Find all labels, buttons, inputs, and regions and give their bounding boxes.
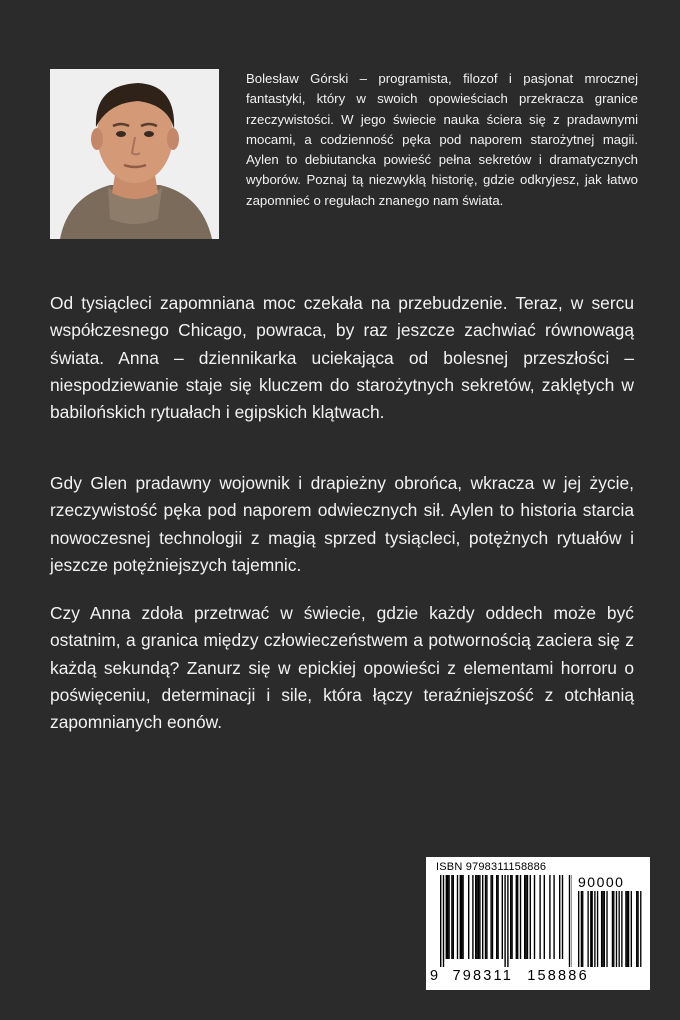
barcode-bar	[525, 875, 526, 959]
barcode-bar	[628, 891, 629, 967]
barcode-bar	[524, 875, 525, 959]
barcode-bar	[490, 875, 491, 959]
barcode-bar	[504, 875, 505, 967]
barcode-bar	[625, 891, 626, 967]
barcode-bar	[606, 891, 607, 967]
barcode-digits-left: 798311	[452, 968, 514, 984]
barcode-bar	[502, 875, 503, 959]
ean13-barcode-bars	[430, 875, 572, 967]
barcode-bar	[594, 891, 595, 967]
barcode-bar	[478, 875, 479, 959]
barcode-bar	[559, 875, 560, 959]
isbn-label: ISBN 9798311158886	[436, 861, 547, 873]
barcode-bar	[497, 875, 498, 959]
barcode-bar	[604, 891, 605, 967]
barcode-bar	[562, 875, 563, 959]
barcode-bar	[530, 875, 531, 959]
barcode-bar	[510, 875, 511, 959]
barcode-bar	[581, 891, 582, 967]
barcode-bar	[553, 875, 554, 959]
barcode-bar	[460, 875, 461, 959]
barcode-addon-digits: 90000	[578, 874, 625, 890]
barcode-bar	[461, 875, 462, 959]
isbn-barcode	[426, 857, 650, 990]
barcode-bar	[476, 875, 477, 959]
barcode-bar	[496, 875, 497, 959]
barcode-bar	[587, 891, 588, 967]
blurb-paragraph-3: Czy Anna zdoła przetrwać w świecie, gdzie każdy oddech może być ostatnim, a granica między człowieczeństwem a potwornością zaciera się z każdą sekundą? Zanurz się w epickiej opowieści z elementami horroru o poświęceniu, determinacji i sile, która łączy teraźniejszość z otchłanią zapomnianych eonów.	[50, 603, 634, 733]
ean5-addon-bars	[576, 891, 644, 967]
barcode-digit-first: 9	[430, 968, 441, 984]
barcode-bar	[486, 875, 487, 959]
barcode-bar	[592, 891, 593, 967]
barcode-bar	[582, 891, 583, 967]
barcode-digits	[430, 968, 589, 984]
barcode-bar	[640, 891, 641, 967]
barcode-bar	[613, 891, 614, 967]
barcode-bar	[516, 875, 517, 959]
barcode-bar	[479, 875, 480, 959]
barcode-bar	[637, 891, 638, 967]
barcode-bar	[457, 875, 458, 959]
barcode-bar	[485, 875, 486, 959]
barcode-bar	[446, 875, 447, 959]
barcode-bar	[619, 891, 620, 967]
barcode-bar	[472, 875, 473, 959]
barcode-bar	[475, 875, 476, 959]
author-bio: Bolesław Górski – programista, filozof i pasjonat mrocznej fantastyki, który w swoich opowieściach przekracza granice rzeczywistości. W jego świecie nauka ściera się z pradawnymi mocami, a codzienność pęka pod naporem starożytnej magii. Aylen to debiutancka powieść pełna sekretów i dramatycznych wyborów. Poznaj tą niezwykłą historię, gdzie odkryjesz, jak łatwo zapomnieć o regułach znanego nam świata.	[246, 71, 638, 208]
barcode-bar	[544, 875, 545, 959]
barcode-bar	[602, 891, 603, 967]
barcode-bar	[517, 875, 518, 959]
barcode-bar	[448, 875, 449, 959]
barcode-bar	[507, 875, 508, 967]
barcode-bar	[451, 875, 452, 959]
author-photo	[50, 69, 219, 239]
barcode-bar	[601, 891, 602, 967]
author-portrait-icon	[50, 69, 219, 239]
barcode-bar	[590, 891, 591, 967]
barcode-bar	[627, 891, 628, 967]
barcode-bar	[578, 891, 579, 967]
barcode-bar	[534, 875, 535, 959]
barcode-bar	[520, 875, 521, 959]
barcode-bar	[569, 875, 570, 967]
barcode-bar	[539, 875, 540, 959]
barcode-digits-right: 158886	[527, 968, 589, 984]
barcode-bar	[636, 891, 637, 967]
blurb-paragraph-2: Gdy Glen pradawny wojownik i drapieżny obrońca, wkracza w jej życie, rzeczywistość pęka pod naporem odwiecznych sił. Aylen to historia starcia nowoczesnej technologii z magią sprzed tysiącleci, potężnych rytuałów i jeszcze potężniejszych tajemnic.	[50, 473, 634, 575]
barcode-bar	[621, 891, 622, 967]
barcode-bar	[549, 875, 550, 959]
barcode-bar	[511, 875, 512, 959]
blurb-paragraph-1: Od tysiącleci zapomniana moc czekała na przebudzenie. Teraz, w sercu współczesnego Chicago, powraca, by raz jeszcze zachwiać równowagą świata. Anna – dziennikarka uciekająca od bolesnej przeszłości – niespodziewanie staje się kluczem do starożytnych sekretów, zaklętych w babilońskich rytuałach i egipskich klątwach.	[50, 293, 634, 423]
barcode-bar	[482, 875, 483, 959]
barcode-bar	[453, 875, 454, 959]
barcode-bar	[616, 891, 617, 967]
barcode-bar	[447, 875, 448, 959]
barcode-bar	[443, 875, 444, 967]
barcode-bar	[462, 875, 463, 959]
barcode-bar	[597, 891, 598, 967]
barcode-bar	[631, 891, 632, 967]
barcode-bar	[527, 875, 528, 959]
barcode-bar	[468, 875, 469, 959]
barcode-bar	[612, 891, 613, 967]
barcode-bar	[492, 875, 493, 959]
barcode-bar	[440, 875, 441, 967]
